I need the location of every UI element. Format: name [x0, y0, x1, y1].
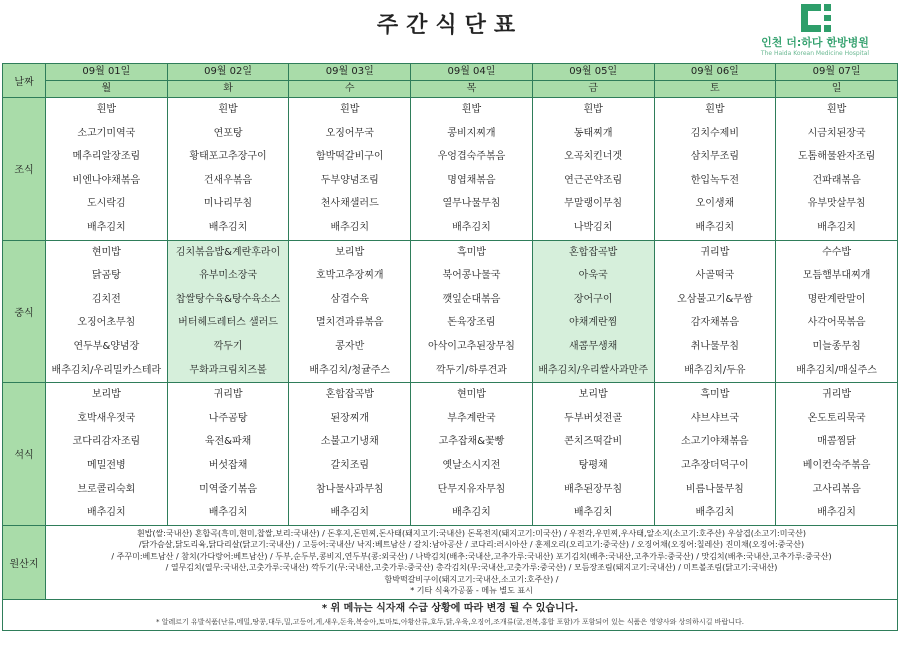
origin-line: /닭가슴살,닭도리육,닭다리살(닭고기:국내산) / 고등어:국내산/ 낙지:베트남산 / 갈치:남아공산 / 코다리:러시아산 / 훈제오리(오리고기:중국산) / 오징어채(오징어:칠레산) 진미채(오징어:중국산) [138, 540, 805, 550]
menu-item: 배추김치/우리쌀사과만주 [538, 364, 648, 376]
meal-cell [289, 383, 411, 526]
meal-cell [167, 383, 289, 526]
menu-item: 모듬햄부대찌개 [802, 270, 871, 282]
menu-item: 명엽채볶음 [447, 174, 496, 186]
menu-item: 고추잡채&꽃빵 [438, 436, 505, 448]
meal-cell [167, 240, 289, 383]
menu-item: 호박새우젓국 [77, 412, 136, 424]
menu-item: 소고기야채볶음 [681, 436, 749, 448]
meal-cell [46, 240, 168, 383]
date-header-cell: 09월 07일 [776, 64, 898, 81]
menu-item: 고사리볶음 [812, 483, 861, 495]
origin-line: 함박떡갈비구이(돼지고기:국내산,소고기:호주산) / [384, 574, 559, 584]
allergy-notice: * 알레르기 유발식품(난류,메밀,땅콩,대두,밀,고등어,게,새우,돈육,복숭아,토마토,아황산류,호두,닭,우육,오징어,조개류(굴,전복,홍합 포함)가 포함되어 있는 식품은 영양사와 상의하시길 바랍니다. [156, 617, 744, 626]
menu-item: 미역줄기볶음 [199, 483, 258, 495]
menu-item: 고추장더덕구이 [681, 459, 749, 471]
menu-item: 취나물무침 [690, 340, 740, 352]
menu-item: 흰밥 [96, 104, 117, 115]
menu-item: 혼합잡곡밥 [569, 246, 618, 258]
weekday-header-cell: 수 [289, 81, 411, 98]
origin-label: 원산지 [3, 525, 46, 599]
menu-item: 북어콩나물국 [442, 270, 501, 282]
date-header-cell: 09월 04일 [411, 64, 533, 81]
menu-item: 도톰해물완자조림 [797, 151, 876, 163]
menu-item: 콩자반 [335, 340, 365, 352]
menu-item: 육전&파채 [204, 436, 252, 448]
menu-item: 버섯잡채 [208, 459, 248, 471]
menu-item: 깍두기 [213, 340, 243, 352]
menu-item: 흑미밥 [456, 246, 486, 258]
menu-item: 현미밥 [456, 389, 486, 401]
weekday-header-cell: 토 [654, 81, 776, 98]
menu-item: 탕평채 [578, 459, 608, 471]
menu-item: 소고기미역국 [77, 127, 136, 139]
menu-item: 김치볶음밥&계란후라이 [175, 246, 281, 258]
hospital-logo-icon [798, 4, 832, 32]
origin-info [46, 525, 898, 599]
menu-item: 브로콜리숙회 [77, 483, 136, 495]
menu-item: 황태포고추장구이 [189, 151, 267, 163]
menu-item: 흰밥 [826, 104, 847, 115]
menu-item: 김치전 [91, 293, 121, 305]
menu-item: 미늘종무침 [812, 340, 861, 352]
menu-item: 버터헤드레터스 샐러드 [178, 317, 278, 329]
meal-cell [532, 383, 654, 526]
meal-cell [411, 98, 533, 241]
menu-item: 유부미소장국 [199, 270, 258, 282]
menu-item: 연포탕 [213, 127, 243, 139]
menu-item: 미나리무침 [203, 198, 253, 210]
menu-item: 배추김치/매실주스 [796, 364, 877, 376]
menu-item: 배추김치 [208, 507, 248, 519]
menu-item: 소불고기냉채 [320, 436, 379, 448]
menu-item: 유부맛살무침 [807, 198, 866, 210]
menu-item: 흰밥 [340, 104, 360, 115]
date-header-cell: 09월 01일 [46, 64, 168, 81]
menu-item: 부추계란국 [447, 412, 496, 424]
menu-item: 무말랭이무침 [564, 198, 623, 210]
menu-item: 배추김치 [208, 221, 248, 233]
menu-item: 오삼불고기&무쌈 [677, 293, 753, 305]
menu-item: 보리밥 [91, 389, 121, 401]
menu-item: 배추된장무침 [564, 483, 623, 495]
menu-item: 사골떡국 [695, 270, 735, 282]
menu-item: 열무나물무침 [442, 198, 501, 210]
menu-item: 흰밥 [218, 104, 238, 115]
menu-item: 비엔나야채볶음 [72, 174, 141, 186]
meal-cell [411, 383, 533, 526]
origin-line: / 주꾸미:베트남산 / 참치(가다랑어:베트남산) / 두부,순두부,콩비지,연두부(콩:외국산) / 나박김치(배추:국내산,고추가루:국내산) 포기김치(배추:국내산,고추가루:중국산) / 맛김치(배추:국내산,고추가루:중국산) [111, 551, 832, 561]
menu-item: 두부양념조림 [320, 174, 379, 186]
menu-item: 건새우볶음 [203, 174, 253, 186]
hospital-name: 인천 더:하다 한방병원 [761, 36, 869, 49]
menu-item: 함박떡갈비구이 [315, 151, 384, 163]
menu-item: 멸치견과류볶음 [315, 317, 384, 329]
menu-item: 보리밥 [335, 246, 365, 258]
meal-cell [167, 98, 289, 241]
menu-item: 도시락김 [87, 198, 126, 210]
meal-cell [46, 98, 168, 241]
menu-item: 옛날소시지전 [442, 459, 501, 471]
meal-cell [289, 240, 411, 383]
menu-item: 아삭이고추된장무침 [427, 340, 515, 352]
menu-item: 삼겹수육 [330, 293, 370, 305]
menu-item: 나박김치 [573, 221, 613, 233]
notice-box [3, 599, 898, 630]
menu-item: 배추김치/두유 [684, 364, 746, 376]
menu-item: 수수밥 [822, 246, 852, 258]
menu-item: 오징어초무침 [77, 317, 136, 329]
menu-item: 배추김치 [87, 507, 126, 519]
menu-item: 배추김치/우리밀카스테라 [51, 364, 162, 376]
meal-cell [411, 240, 533, 383]
meal-cell [776, 98, 898, 241]
menu-item: 닭곰탕 [91, 270, 121, 282]
menu-item: 배추김치/청귤주스 [309, 364, 391, 376]
meal-cell [532, 240, 654, 383]
date-header-label: 날짜 [3, 64, 46, 98]
meal-cell [289, 98, 411, 241]
menu-item: 명란계란말이 [807, 293, 866, 305]
menu-item: 베이컨숙주볶음 [802, 459, 871, 471]
hospital-name-english: The Haida Korean Medicine Hospital [760, 50, 870, 57]
date-header-cell: 09월 05일 [532, 64, 654, 81]
meal-cell [654, 240, 776, 383]
menu-item: 한입녹두전 [690, 174, 740, 186]
menu-item: 배추김치 [695, 221, 735, 233]
meal-cell [532, 98, 654, 241]
menu-item: 배추김치 [330, 221, 370, 233]
meal-cell [776, 383, 898, 526]
date-header-cell: 09월 06일 [654, 64, 776, 81]
meal-label: 석식 [3, 383, 46, 526]
weekday-header-cell: 금 [532, 81, 654, 98]
menu-item: 콩비지찌개 [447, 127, 496, 139]
menu-item: 귀리밥 [213, 389, 243, 401]
menu-item: 호박고추장찌개 [315, 270, 384, 282]
menu-item: 배추김치 [573, 507, 613, 519]
menu-item: 배추김치 [87, 221, 126, 233]
menu-item: 된장찌개 [330, 412, 370, 424]
menu-item: 건파래볶음 [812, 174, 861, 186]
date-header-cell: 09월 03일 [289, 64, 411, 81]
hospital-logo [740, 2, 890, 62]
weekday-header-cell: 목 [411, 81, 533, 98]
menu-item: 삼치무조림 [690, 151, 740, 163]
menu-item: 무화과크림치즈볼 [189, 364, 267, 376]
menu-item: 오곡치킨너겟 [564, 151, 623, 163]
meal-cell [654, 98, 776, 241]
page-title: 주간식단표 [376, 13, 524, 38]
menu-item: 보리밥 [578, 389, 608, 401]
weekly-menu-table [2, 63, 898, 631]
menu-item: 배추김치 [695, 507, 735, 519]
menu-item: 흰밥 [705, 104, 725, 115]
origin-line: * 기타 식육가공품 - 메뉴 별도 표시 [410, 586, 533, 596]
menu-item: 참나물사과무침 [315, 483, 384, 495]
date-header-cell: 09월 02일 [167, 64, 289, 81]
menu-item: 김치수제비 [690, 127, 740, 139]
menu-item: 단무지유자무침 [437, 483, 506, 495]
menu-item: 돈육장조림 [447, 317, 496, 329]
menu-item: 두부버섯전골 [564, 412, 623, 424]
meal-label: 중식 [3, 240, 46, 383]
menu-item: 동태찌개 [573, 127, 613, 139]
menu-item: 오이생채 [695, 198, 735, 210]
menu-item: 코다리감자조림 [72, 436, 141, 448]
menu-item: 콘치즈떡갈비 [564, 436, 623, 448]
menu-item: 흑미밥 [700, 389, 730, 401]
menu-item: 깍두기/하루견과 [435, 364, 507, 376]
weekday-header-cell: 월 [46, 81, 168, 98]
menu-item: 야채계란찜 [569, 317, 618, 329]
menu-item: 메추리알장조림 [72, 151, 141, 163]
origin-line: / 열무김치(열무:국내산,고춧가루:국내산) 깍두기(무:국내산,고춧가루:중국산) 총각김치(무:국내산,고춧가루:중국산) / 모듬장조림(돼지고기:국내산) / 미트볼조림(닭고기:국내산) [165, 563, 778, 573]
menu-item: 매콤찜닭 [817, 436, 856, 448]
menu-item: 깻잎순대볶음 [442, 293, 501, 305]
menu-item: 비름나물무침 [685, 483, 744, 495]
menu-item: 연두부&양념장 [73, 340, 140, 352]
menu-item: 흰밥 [583, 104, 603, 115]
menu-item: 장어구이 [573, 293, 613, 305]
menu-item: 배추김치 [817, 507, 856, 519]
menu-item: 감자채볶음 [690, 317, 740, 329]
menu-item: 배추김치 [817, 221, 856, 233]
menu-item: 갈치조림 [330, 459, 370, 471]
meal-cell [776, 240, 898, 383]
menu-item: 오징어무국 [325, 127, 374, 139]
menu-item: 귀리밥 [822, 389, 852, 401]
menu-item: 흰밥 [461, 104, 482, 115]
weekday-header-cell: 일 [776, 81, 898, 98]
menu-item: 현미밥 [91, 246, 121, 258]
notice-main: * 위 메뉴는 식자재 수급 상황에 따라 변경 될 수 있습니다. [321, 602, 579, 614]
menu-item: 온도토리묵국 [807, 412, 866, 424]
menu-item: 연근곤약조림 [564, 174, 623, 186]
menu-item: 귀리밥 [700, 246, 730, 258]
menu-item: 사각어묵볶음 [807, 317, 866, 329]
menu-item: 메밀전병 [87, 459, 126, 471]
menu-item: 나주곰탕 [208, 412, 248, 424]
menu-item: 샤브샤브국 [690, 412, 740, 424]
menu-item: 혼합잡곡밥 [325, 389, 374, 401]
menu-item: 우엉겹숙주볶음 [437, 151, 506, 163]
meal-cell [654, 383, 776, 526]
menu-item: 아욱국 [578, 270, 608, 282]
origin-line: 흰밥(쌀:국내산) 혼합곡(흑미,현미,찹쌀,보리:국내산) / 돈후지,돈민찌,돈사태(돼지고기:국내산) 돈목전지(돼지고기:미국산) / 우전각,우민찌,우사태,알소지(소고기:호주산) 우삼겹(소고기:미국산) [136, 528, 807, 538]
meal-label: 조식 [3, 98, 46, 241]
menu-item: 새콤무생채 [569, 340, 618, 352]
menu-item: 배추김치 [452, 221, 491, 233]
menu-item: 배추김치 [452, 507, 491, 519]
weekday-header-cell: 화 [167, 81, 289, 98]
menu-item: 천사채샐러드 [320, 198, 379, 210]
menu-item: 배추김치 [330, 507, 370, 519]
menu-item: 시금치된장국 [807, 127, 866, 139]
menu-item: 찹쌀탕수육&탕수육소스 [175, 293, 281, 305]
meal-cell [46, 383, 168, 526]
